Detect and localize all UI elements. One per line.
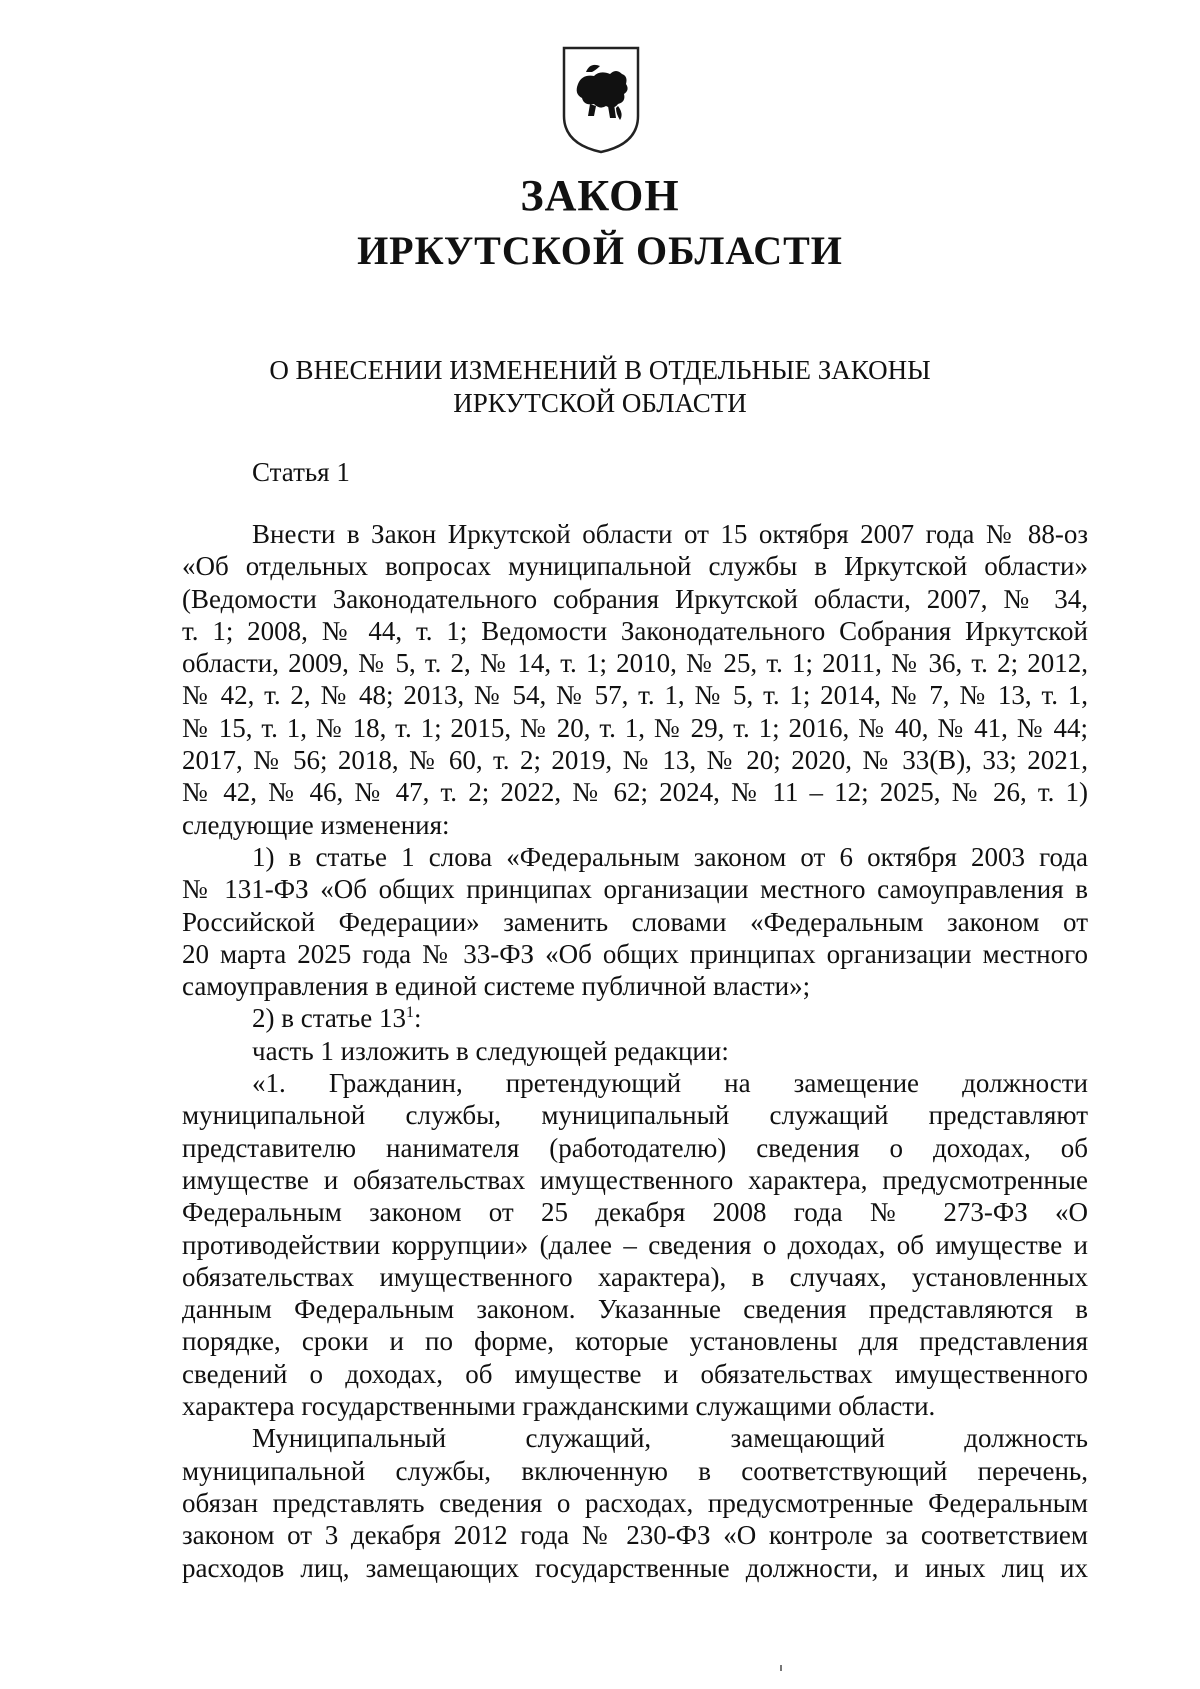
text-line: расходов лиц, замещающих государственные должности, и иных лиц их <box>182 1552 1088 1583</box>
text-line: имуществе и обязательствах имущественного характера, предусмотренные <box>182 1164 1088 1195</box>
text-line: обязан представлять сведения о расходах, предусмотренные Федеральным <box>182 1487 1088 1518</box>
text-line: муниципальной службы, включенную в соответствующий перечень, <box>182 1455 1088 1486</box>
text-line: № 15, т. 1, № 18, т. 1; 2015, № 20, т. 1, № 29, т. 1; 2016, № 40, № 41, № 44; <box>182 712 1088 743</box>
text-line: Федеральным законом от 25 декабря 2008 года № 273-ФЗ «О <box>182 1197 1088 1228</box>
text-line: законом от 3 декабря 2012 года № 230-ФЗ «О контроле за соответствием <box>182 1520 1088 1551</box>
text-line <box>182 1002 1088 1034</box>
text-line: Внести в Закон Иркутской области от 15 октября 2007 года № 88-оз <box>252 519 1088 549</box>
text-line: представителю нанимателя (работодателю) сведения о доходах, об <box>182 1132 1088 1163</box>
law-title: ЗАКОН <box>520 171 680 220</box>
text-line: области, 2009, № 5, т. 2, № 14, т. 1; 2010, № 25, т. 1; 2011, № 36, т. 2; 2012, <box>182 648 1088 679</box>
text-span: : <box>413 1003 422 1034</box>
text-line: 20 марта 2025 года № 33-ФЗ «Об общих принципах организации местного <box>182 938 1088 969</box>
text-line: Российской Федерации» заменить словами «Федеральным законом от <box>182 906 1088 937</box>
text-line: (Ведомости Законодательного собрания Иркутской области, 2007, № 34, <box>182 583 1088 614</box>
text-line: сведений о доходах, об имуществе и обязательствах имущественного <box>182 1358 1088 1389</box>
text-line: Муниципальный служащий, замещающий должность <box>252 1423 1088 1454</box>
body-text <box>182 518 1088 1584</box>
superscript: 1 <box>405 1004 414 1022</box>
text-line: 2017, № 56; 2018, № 60, т. 2; 2019, № 13, № 20; 2020, № 33(В), 33; 2021, <box>182 745 1088 776</box>
text-line: данным Федеральным законом. Указанные сведения представляются в <box>182 1294 1088 1325</box>
text-line: порядке, сроки и по форме, которые установлены для представления <box>182 1326 1088 1357</box>
text-line: т. 1; 2008, № 44, т. 1; Ведомости Законодательного Собрания Иркутской <box>182 615 1088 646</box>
region-title: ИРКУТСКОЙ ОБЛАСТИ <box>357 228 843 273</box>
text-line: № 42, т. 2, № 48; 2013, № 54, № 57, т. 1, № 5, т. 1; 2014, № 7, № 13, т. 1, <box>182 680 1088 711</box>
text-line: № 131-ФЗ «Об общих принципах организации местного самоуправления в <box>182 874 1088 905</box>
text-line: 1) в статье 1 слова «Федеральным законом от 6 октября 2003 года <box>252 841 1088 872</box>
text-line: характера государственными гражданскими служащими области. <box>182 1391 936 1422</box>
text-line: обязательствах имущественного характера), в случаях, установленных <box>182 1261 1088 1292</box>
text-span: 2) в статье 13 <box>252 1003 406 1034</box>
subtitle-line-2: ИРКУТСКОЙ ОБЛАСТИ <box>453 388 747 418</box>
text-line: «Об отдельных вопросах муниципальной службы в Иркутской области» <box>182 551 1088 582</box>
text-line: следующие изменения: <box>182 809 450 840</box>
subtitle-line-1: О ВНЕСЕНИИ ИЗМЕНЕНИЙ В ОТДЕЛЬНЫЕ ЗАКОНЫ <box>269 355 931 385</box>
text-line: часть 1 изложить в следующей редакции: <box>252 1035 729 1066</box>
text-line: противодействии коррупции» (далее – сведения о доходах, об имуществе и <box>182 1229 1088 1260</box>
article-heading: Статья 1 <box>252 457 350 487</box>
text-line: «1. Гражданин, претендующий на замещение должности <box>252 1068 1088 1099</box>
law-subtitle <box>0 354 1200 420</box>
scan-mark <box>780 1665 782 1671</box>
text-line: муниципальной службы, муниципальный служащий представляют <box>182 1100 1088 1131</box>
coat-of-arms-icon <box>560 44 642 156</box>
text-line: самоуправления в единой системе публичной власти»; <box>182 971 811 1002</box>
text-line: № 42, № 46, № 47, т. 2; 2022, № 62; 2024, № 11 – 12; 2025, № 26, т. 1) <box>182 777 1088 808</box>
